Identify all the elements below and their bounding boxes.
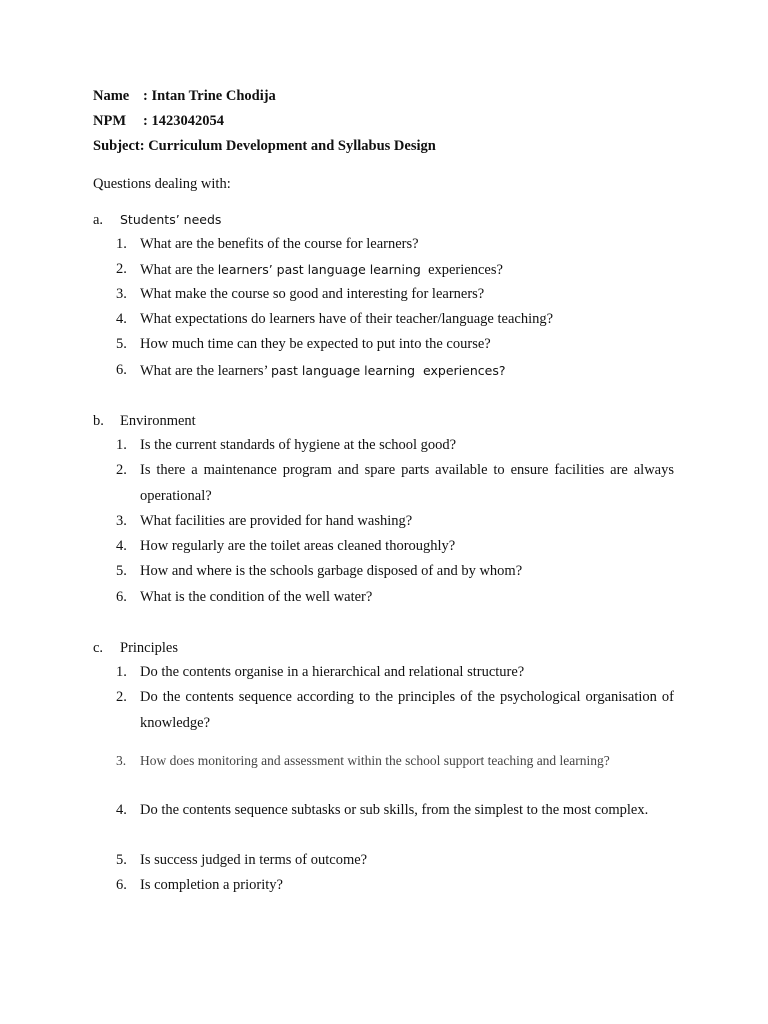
item-number: 3. — [116, 286, 127, 302]
subject-value: Curriculum Development and Syllabus Design — [148, 138, 436, 154]
list-item — [116, 307, 674, 333]
name-line — [93, 88, 276, 105]
item-text-part: experiences? — [420, 262, 503, 278]
list-item — [116, 433, 674, 459]
item-number: 3. — [116, 513, 127, 529]
item-text: What expectations do learners have of their teacher/language teaching? — [140, 311, 554, 327]
item-text: How much time can they be expected to put into the course? — [140, 336, 491, 352]
section-letter: c. — [93, 640, 104, 656]
npm-value: : 1423042054 — [143, 113, 224, 129]
item-number: 4. — [116, 538, 127, 554]
item-text: What is the condition of the well water? — [140, 589, 373, 605]
list-item — [116, 282, 674, 308]
item-text — [140, 257, 674, 284]
list-item — [116, 559, 674, 585]
section-title: Principles — [120, 640, 178, 656]
list-item — [116, 873, 674, 899]
item-text: Do the contents sequence according to the principles of the psychological organisation of knowledge? — [140, 689, 674, 731]
item-text — [140, 358, 674, 385]
section-title: Students’ needs — [120, 212, 222, 227]
item-text: Is success judged in terms of outcome? — [140, 852, 368, 868]
npm-label: NPM — [93, 113, 127, 129]
list-item — [116, 798, 674, 824]
item-number: 1. — [116, 236, 127, 252]
intro-text: Questions dealing with: — [93, 176, 231, 192]
item-number: 6. — [116, 589, 127, 605]
item-number: 1. — [116, 664, 127, 680]
item-number: 2. — [116, 261, 127, 277]
list-item — [116, 534, 674, 560]
section-letter: b. — [93, 413, 104, 429]
list-item — [116, 748, 674, 774]
item-text: What are the benefits of the course for learners? — [140, 236, 419, 252]
list-item — [116, 332, 674, 358]
list-item — [116, 458, 674, 509]
item-text: How and where is the schools garbage disposed of and by whom? — [140, 563, 523, 579]
name-label: Name — [93, 88, 130, 104]
item-text: Is there a maintenance program and spare parts available to ensure facilities are always operational? — [140, 462, 674, 504]
item-text-part: What are the learners’ — [140, 363, 271, 379]
npm-line — [93, 113, 224, 130]
item-number: 6. — [116, 362, 127, 378]
item-text: Is the current standards of hygiene at the school good? — [140, 437, 457, 453]
item-number: 4. — [116, 311, 127, 327]
section-title: Environment — [120, 413, 196, 429]
item-text: Do the contents organise in a hierarchical and relational structure? — [140, 664, 525, 680]
item-number: 1. — [116, 437, 127, 453]
item-text-part: learners’ past language learning — [217, 262, 421, 277]
list-item — [116, 848, 674, 874]
list-item — [116, 358, 674, 385]
subject-line — [93, 138, 436, 155]
section-a-heading — [93, 212, 221, 229]
item-number: 6. — [116, 877, 127, 893]
name-value: : Intan Trine Chodija — [143, 88, 276, 104]
item-text: Do the contents sequence subtasks or sub skills, from the simplest to the most complex. — [140, 802, 649, 818]
section-letter: a. — [93, 212, 104, 228]
item-text: How does monitoring and assessment within the school support teaching and learning? — [140, 753, 610, 768]
section-c-heading — [93, 640, 178, 657]
list-item — [116, 232, 674, 258]
list-item — [116, 509, 674, 535]
item-number: 5. — [116, 336, 127, 352]
item-text: How regularly are the toilet areas cleaned thoroughly? — [140, 538, 456, 554]
item-number: 2. — [116, 689, 127, 705]
item-text: What facilities are provided for hand washing? — [140, 513, 413, 529]
item-number: 2. — [116, 462, 127, 478]
list-item — [116, 660, 674, 686]
item-text-part: past language learning experiences? — [270, 363, 506, 378]
subject-label: Subject: — [93, 138, 145, 154]
list-item — [116, 685, 674, 736]
item-text: Is completion a priority? — [140, 877, 283, 893]
item-number: 5. — [116, 852, 127, 868]
item-number: 3. — [116, 753, 127, 768]
list-item — [116, 257, 674, 284]
item-text: What make the course so good and interesting for learners? — [140, 286, 485, 302]
section-b-heading — [93, 413, 196, 430]
item-text-part: What are the — [140, 262, 218, 278]
item-number: 4. — [116, 802, 127, 818]
item-number: 5. — [116, 563, 127, 579]
list-item — [116, 585, 674, 611]
